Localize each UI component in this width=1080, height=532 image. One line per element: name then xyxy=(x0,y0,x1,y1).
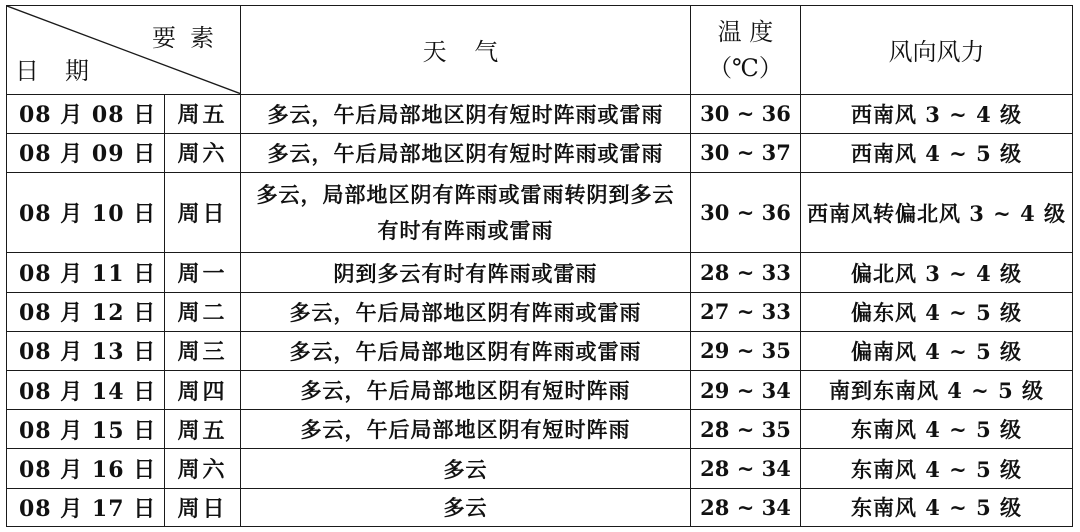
forecast-wind: 偏北风 3 ~ 4 级 xyxy=(801,253,1073,292)
forecast-wind: 偏南风 4 ~ 5 级 xyxy=(801,331,1073,370)
forecast-temperature: 28 ~ 33 xyxy=(691,253,801,292)
forecast-temperature: 28 ~ 35 xyxy=(691,410,801,449)
table-row xyxy=(7,172,1073,252)
forecast-date: 08 月 17 日 xyxy=(7,488,165,526)
forecast-wind: 东南风 4 ~ 5 级 xyxy=(801,449,1073,488)
forecast-weather: 多云 xyxy=(241,449,691,488)
table-row xyxy=(7,292,1073,331)
forecast-temperature: 29 ~ 35 xyxy=(691,331,801,370)
forecast-weekday: 周日 xyxy=(165,488,241,526)
forecast-wind: 西南风转偏北风 3 ~ 4 级 xyxy=(801,172,1073,252)
forecast-date: 08 月 11 日 xyxy=(7,253,165,292)
forecast-weather: 多云，午后局部地区阴有短时阵雨 xyxy=(241,371,691,410)
forecast-weather: 多云 xyxy=(241,488,691,526)
forecast-date: 08 月 09 日 xyxy=(7,133,165,172)
header-elements-label: 要素 xyxy=(152,24,228,52)
forecast-weekday: 周日 xyxy=(165,172,241,252)
header-temperature-unit: （℃） xyxy=(708,53,783,82)
header-wind: 风向风力 xyxy=(801,6,1073,95)
forecast-weekday: 周五 xyxy=(165,410,241,449)
forecast-weekday: 周五 xyxy=(165,94,241,133)
forecast-weather: 多云，局部地区阴有阵雨或雷雨转阴到多云有时有阵雨或雷雨 xyxy=(241,172,691,252)
table-row xyxy=(7,488,1073,526)
header-weather: 天 气 xyxy=(241,6,691,95)
table-row xyxy=(7,410,1073,449)
forecast-temperature: 29 ~ 34 xyxy=(691,371,801,410)
forecast-temperature: 28 ~ 34 xyxy=(691,449,801,488)
table-header-row xyxy=(7,6,1073,95)
header-temperature xyxy=(691,6,801,95)
forecast-date: 08 月 16 日 xyxy=(7,449,165,488)
table-row xyxy=(7,371,1073,410)
header-date-label: 日期 xyxy=(15,56,115,85)
forecast-weather: 多云，午后局部地区阴有短时阵雨 xyxy=(241,410,691,449)
forecast-date: 08 月 10 日 xyxy=(7,172,165,252)
forecast-rows xyxy=(7,94,1073,527)
forecast-temperature: 27 ~ 33 xyxy=(691,292,801,331)
forecast-wind: 西南风 3 ~ 4 级 xyxy=(801,94,1073,133)
forecast-weekday: 周六 xyxy=(165,133,241,172)
forecast-date: 08 月 14 日 xyxy=(7,371,165,410)
forecast-date: 08 月 08 日 xyxy=(7,94,165,133)
forecast-weather: 多云，午后局部地区阴有短时阵雨或雷雨 xyxy=(241,94,691,133)
forecast-weekday: 周一 xyxy=(165,253,241,292)
table-row xyxy=(7,253,1073,292)
forecast-temperature: 30 ~ 37 xyxy=(691,133,801,172)
forecast-weather: 多云，午后局部地区阴有阵雨或雷雨 xyxy=(241,331,691,370)
forecast-wind: 西南风 4 ~ 5 级 xyxy=(801,133,1073,172)
forecast-date: 08 月 12 日 xyxy=(7,292,165,331)
table-row xyxy=(7,449,1073,488)
forecast-date: 08 月 15 日 xyxy=(7,410,165,449)
forecast-wind: 南到东南风 4 ~ 5 级 xyxy=(801,371,1073,410)
forecast-wind: 偏东风 4 ~ 5 级 xyxy=(801,292,1073,331)
forecast-weather: 阴到多云有时有阵雨或雷雨 xyxy=(241,253,691,292)
forecast-temperature: 28 ~ 34 xyxy=(691,488,801,526)
forecast-wind: 东南风 4 ~ 5 级 xyxy=(801,488,1073,526)
forecast-temperature: 30 ~ 36 xyxy=(691,94,801,133)
forecast-weekday: 周二 xyxy=(165,292,241,331)
header-temperature-label: 温 度 xyxy=(717,17,774,46)
forecast-wind: 东南风 4 ~ 5 级 xyxy=(801,410,1073,449)
forecast-temperature: 30 ~ 36 xyxy=(691,172,801,252)
table-row xyxy=(7,331,1073,370)
forecast-weather: 多云，午后局部地区阴有短时阵雨或雷雨 xyxy=(241,133,691,172)
header-corner-cell xyxy=(7,6,241,95)
weather-forecast-table xyxy=(6,5,1073,527)
forecast-weekday: 周四 xyxy=(165,371,241,410)
table-row xyxy=(7,94,1073,133)
forecast-weekday: 周三 xyxy=(165,331,241,370)
forecast-weather: 多云，午后局部地区阴有阵雨或雷雨 xyxy=(241,292,691,331)
forecast-date: 08 月 13 日 xyxy=(7,331,165,370)
forecast-weekday: 周六 xyxy=(165,449,241,488)
table-row xyxy=(7,133,1073,172)
